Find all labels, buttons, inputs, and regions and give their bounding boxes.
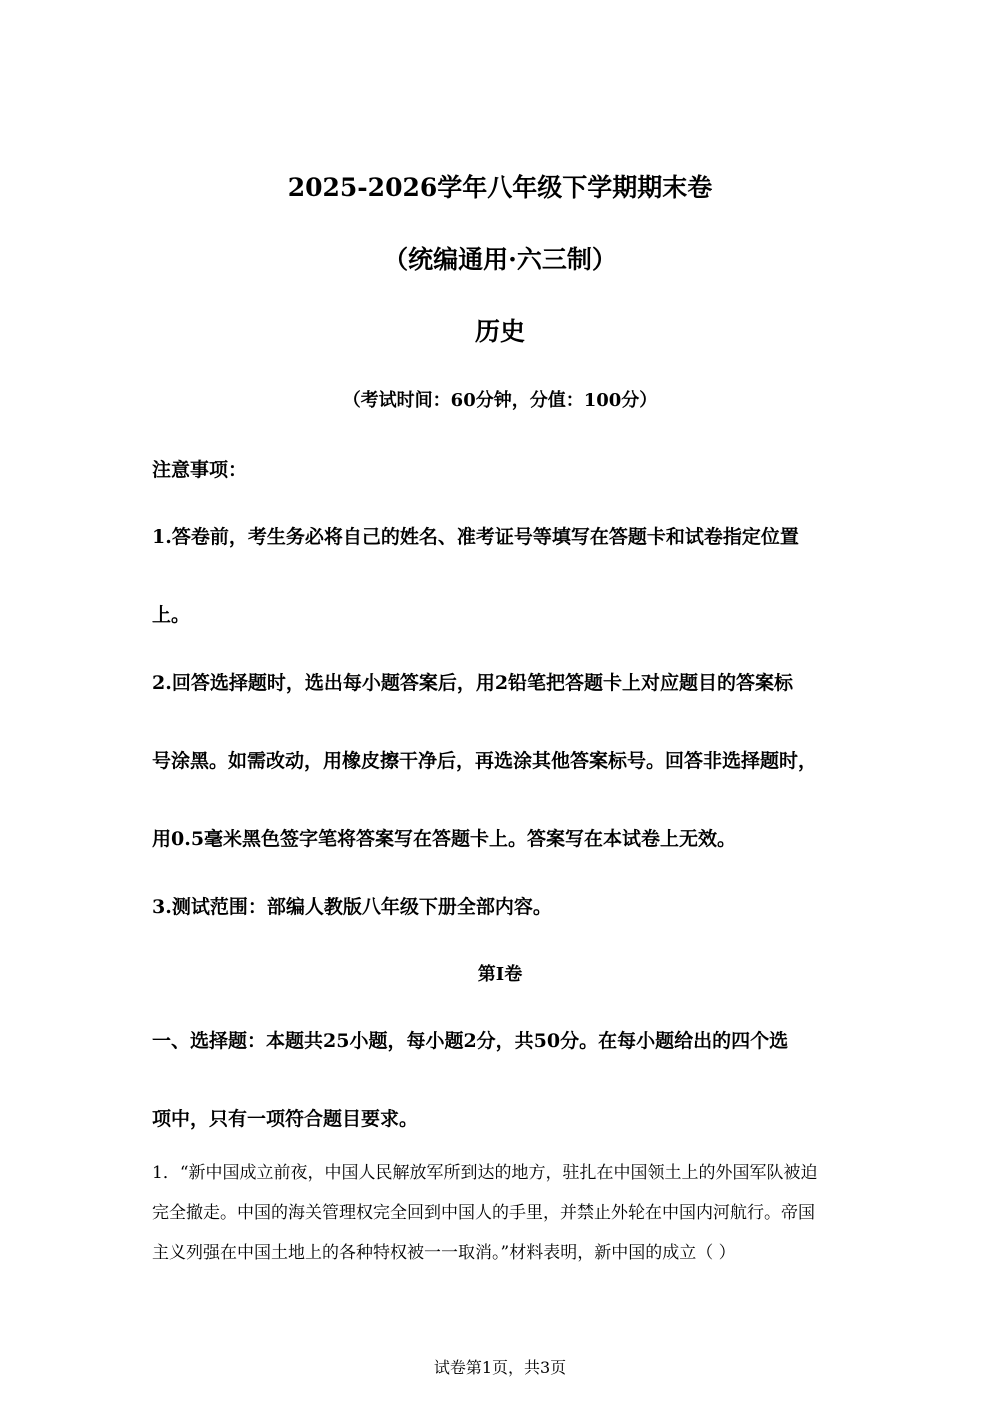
notice-line: 上。: [152, 604, 191, 626]
exam-info: （考试时间：60分钟，分值：100分）: [342, 390, 658, 411]
question-line: 主义列强在中国土地上的各种特权被一一取消。”材料表明，新中国的成立（ ）: [152, 1243, 736, 1263]
notice-line: 1.答卷前，考生务必将自己的姓名、准考证号等填写在答题卡和试卷指定位置: [152, 526, 799, 548]
notice-line: 2.回答选择题时，选出每小题答案后，用2铅笔把答题卡上对应题目的答案标: [152, 672, 794, 694]
notice-line: 用0.5毫米黑色签字笔将答案写在答题卡上。答案写在本试卷上无效。: [152, 828, 737, 850]
volume-heading: 第Ⅰ卷: [477, 964, 523, 985]
exam-subject: 历史: [474, 317, 525, 346]
page-footer: 试卷第1页，共3页: [433, 1358, 567, 1377]
question-line: 完全撤走。中国的海关管理权完全回到中国人的手里，并禁止外轮在中国内河航行。帝国: [152, 1203, 815, 1223]
notice-line: 3.测试范围：部编人教版八年级下册全部内容。: [152, 896, 552, 918]
question-line: 1．“新中国成立前夜，中国人民解放军所到达的地方，驻扎在中国领土上的外国军队被迫: [152, 1163, 818, 1183]
notice-line: 号涂黑。如需改动，用橡皮擦干净后，再选涂其他答案标号。回答非选择题时，: [152, 750, 818, 772]
notice-heading: 注意事项：: [152, 459, 248, 481]
exam-edition: （统编通用·六三制）: [383, 245, 617, 274]
section-instruction: 一、选择题：本题共25小题，每小题2分，共50分。在每小题给出的四个选: [152, 1030, 789, 1052]
exam-title: 2025-2026学年八年级下学期期末卷: [287, 173, 713, 202]
section-instruction: 项中，只有一项符合题目要求。: [152, 1108, 419, 1130]
